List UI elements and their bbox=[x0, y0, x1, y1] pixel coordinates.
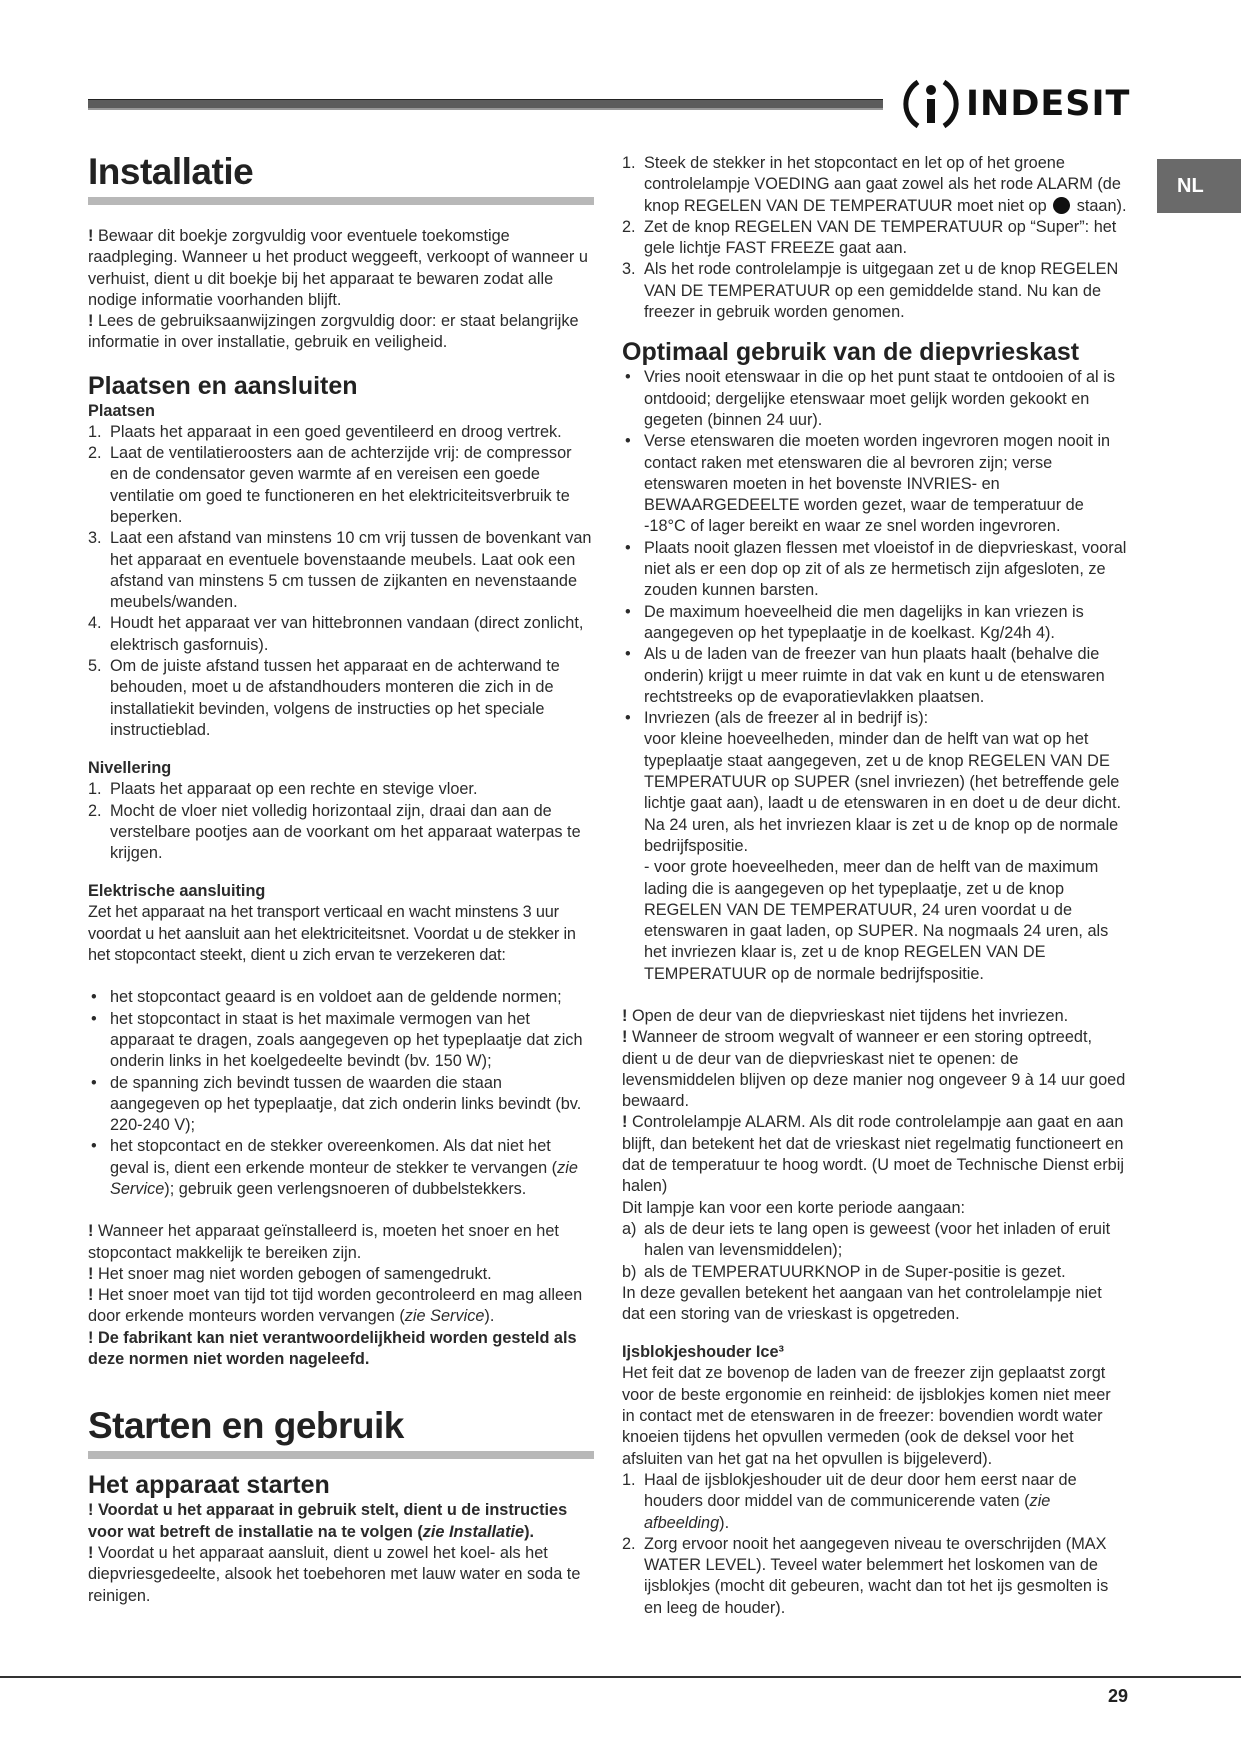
indesit-logo-icon bbox=[900, 76, 962, 132]
list-item: • Invriezen (als de freezer al in bedrijf is): voor kleine hoeveelheden, minder dan de helft van wat op het typeplaatje staat aangegeven, zet u de knop REGELEN VAN DE TEMPERATUUR op SUPER (snel invriezen) (het betreffende gele lichtje gaat aan), laadt u de etenswaren in en doet u de deur dicht. Na 24 uren, als het invriezen klaar is zet u de knop op de normale bedrijfspositie. - voor grote hoeveelheden, meer dan de helft van de maximum lading die is aangegeven op het typeplaatje, zet u de knop REGELEN VAN DE TEMPERATUUR, 24 uren voordat u de etenswaren in gaat laden, op SUPER. Na nogmaals 24 uren, als het invriezen klaar is, zet u de knop REGELEN VAN DE TEMPERATUUR op de normale bedrijfspositie. bbox=[622, 708, 1127, 985]
intro-paragraph-1: ! Bewaar dit boekje zorgvuldig voor eventuele toekomstige raadpleging. Wanneer u het product weggeeft, verkoopt of wanneer u verhuist, dient u dit boekje bij het apparaat te bewaren zodat alle nodige informatie voorhanden blijft. bbox=[88, 227, 588, 309]
list-item: 3. Laat een afstand van minstens 10 cm vrij tussen de bovenkant van het apparaat en eventuele bovenstaande meubels. Laat ook een afstand van minstens 5 cm tussen de zijkanten en nevenstaande meubels/wanden. bbox=[88, 529, 592, 612]
list-item: • het stopcontact geaard is en voldoet aan de geldende normen; bbox=[88, 987, 594, 1008]
elektrisch-bullets bbox=[88, 987, 594, 1200]
list-item: 1. Haal de ijsblokjeshouder uit de deur door hem eerst naar de houders door middel van de communicerende vaten (zie afbeelding). bbox=[622, 1470, 1077, 1532]
warning-reinigen: ! Voordat u het apparaat aansluit, dient u zowel het koel- als het diepvriesgedeelte, alsook het toebehoren met lauw water en soda te reinigen. bbox=[88, 1543, 581, 1605]
title-rule bbox=[88, 1451, 594, 1459]
right-column bbox=[622, 153, 1127, 1619]
left-column bbox=[88, 150, 594, 1607]
subheading-ijsblokjeshouder: Ijsblokjeshouder Ice³ bbox=[622, 1343, 784, 1362]
warning-snoer-controle: ! Het snoer moet van tijd tot tijd worden gecontroleerd en mag alleen door erkende monteurs worden vervangen (zie Service). bbox=[88, 1286, 583, 1326]
ice-intro: Het feit dat ze bovenop de laden van de freezer zijn geplaatst zorgt voor de beste ergonomie en reinheid: de ijsblokjes komen niet meer in contact met de etenswaren in de freezer: bovendien wordt water knoeien tijdens het opvullen vermeden (ook de deksel voor het afsluiten van het gat na het opvullen is bijgeleverd). bbox=[622, 1364, 1111, 1468]
page-number: 29 bbox=[1107, 1686, 1128, 1706]
list-item: 2. Mocht de vloer niet volledig horizontaal zijn, draai dan aan de verstelbare pootjes aan de voorkant om het apparaat waterpas te krijgen. bbox=[88, 801, 581, 863]
nivellering-list bbox=[88, 779, 594, 864]
lampje-conclusion: In deze gevallen betekent het aangaan van het controlelampje niet dat een storing van de vrieskast is opgetreden. bbox=[622, 1283, 1102, 1324]
list-item: 4. Houdt het apparaat ver van hittebronnen vandaan (direct zonlicht, elektrisch gasfornuis). bbox=[88, 614, 584, 654]
plaatsen-list bbox=[88, 422, 594, 741]
list-item: 1. Plaats het apparaat in een goed geventileerd en droog vertrek. bbox=[88, 422, 562, 441]
heading-optimaal-gebruik: Optimaal gebruik van de diepvrieskast bbox=[622, 338, 1080, 367]
intro-paragraph-2: ! Lees de gebruiksaanwijzingen zorgvuldig door: er staat belangrijke informatie in over installatie, gebruik en veiligheid. bbox=[88, 312, 579, 352]
ice-list bbox=[622, 1470, 1127, 1619]
indesit-logo bbox=[900, 74, 1130, 134]
subheading-elektrische-aansluiting: Elektrische aansluiting bbox=[88, 882, 266, 901]
warning-snoer-gebogen: ! Het snoer mag niet worden gebogen of samengedrukt. bbox=[88, 1264, 492, 1283]
list-item: • het stopcontact en de stekker overeenkomen. Als dat niet het geval is, dient een erkende monteur de stekker te vervangen (zie Service); gebruik geen verlengsnoeren of dubbelstekkers. bbox=[88, 1136, 594, 1200]
section-title-installatie: Installatie bbox=[88, 151, 254, 192]
list-item: 3. Als het rode controlelampje is uitgegaan zet u de knop REGELEN VAN DE TEMPERATUUR op een gemiddelde stand. Nu kan de freezer in gebruik worden genomen. bbox=[622, 260, 1119, 322]
list-item: • Als u de laden van de freezer van hun plaats haalt (behalve die onderin) krijgt u meer ruimte in dat vak en kunt u de etenswaren rechtstreeks op de evaporatievlakken plaatsen. bbox=[622, 644, 1127, 708]
language-tab: NL bbox=[1157, 159, 1241, 213]
list-item: • De maximum hoeveelheid die men dagelijks in kan vriezen is aangegeven op het typeplaatje in de koelkast. Kg/24h 4). bbox=[622, 602, 1127, 645]
heading-plaatsen-aansluiten: Plaatsen en aansluiten bbox=[88, 371, 358, 400]
list-item: 2. Laat de ventilatieroosters aan de achterzijde vrij: de compressor en de condensator geven warmte af en vereisen een goede ventilatie om goed te functioneren en het elektriciteitsverbruik te beperken. bbox=[88, 444, 572, 526]
warning-alarm-lampje: ! Controlelampje ALARM. Als dit rode controlelampje aan gaat en aan blijft, dan betekent het dat de vrieskast niet regelmatig functioneert en dat de temperatuur te hoog wordt. (U moet de Technische Dienst erbij halen) bbox=[622, 1113, 1124, 1196]
optimaal-bullets bbox=[622, 367, 1127, 985]
filled-dot-icon bbox=[1053, 197, 1070, 214]
list-item: • het stopcontact in staat is het maximale vermogen van het apparaat te dragen, zoals aangegeven op het typeplaatje dat zich onderin links in het koelgedeelte bevindt (bv. 150 W); bbox=[88, 1009, 594, 1073]
list-item: 1. Steek de stekker in het stopcontact en let op of het groene controlelampje VOEDING aan gaat zowel als het rode ALARM (de knop REGELEN VAN DE TEMPERATUUR moet niet op staan). bbox=[622, 154, 1127, 215]
lampje-text: Dit lampje kan voor een korte periode aangaan: bbox=[622, 1198, 966, 1217]
list-item: • Vries nooit etenswaar in die op het punt staat te ontdooien of al is ontdooid; dergelijke etenswaar moet gelijk worden gekookt en gegeten (binnen 24 uur). bbox=[622, 367, 1127, 431]
start-steps bbox=[622, 153, 1127, 323]
elektrisch-intro: Zet het apparaat na het transport verticaal en wacht minstens 3 uur voordat u het aansluit aan het elektriciteitsnet. Voordat u de stekker in het stopcontact steekt, dient u zich ervan te verzekeren dat: bbox=[88, 903, 576, 965]
list-item: 2. Zorg ervoor nooit het aangegeven niveau te overschrijden (MAX WATER LEVEL). Teveel water belemmert het loskomen van de ijsblokjes (mocht dit gebeuren, wacht dan tot het ijs gesmolten is en leeg de houder). bbox=[622, 1534, 1109, 1617]
title-rule bbox=[88, 197, 594, 205]
subheading-plaatsen: Plaatsen bbox=[88, 401, 155, 420]
lampje-list bbox=[622, 1219, 1127, 1283]
warning-deur-invriezen: ! Open de deur van de diepvrieskast niet tijdens het invriezen. bbox=[622, 1006, 1069, 1025]
heading-apparaat-starten: Het apparaat starten bbox=[88, 1471, 330, 1500]
warning-snoer-bereikbaar: ! Wanneer het apparaat geïnstalleerd is, moeten het snoer en het stopcontact makkelijk te bereiken zijn. bbox=[88, 1222, 559, 1262]
list-item: • de spanning zich bevindt tussen de waarden die staan aangegeven op het typeplaatje, dat zich onderin links bevindt (bv. 220-240 V); bbox=[88, 1073, 594, 1137]
warning-installatie: ! Voordat u het apparaat in gebruik stelt, dient u de instructies voor wat betreft de installatie na te volgen (zie Installatie). bbox=[88, 1501, 568, 1541]
warning-fabrikant: ! De fabrikant kan niet verantwoordelijkheid worden gesteld als deze normen niet worden nageleefd. bbox=[88, 1328, 577, 1369]
footer-rule bbox=[0, 1676, 1241, 1678]
list-item: • Verse etenswaren die moeten worden ingevroren mogen nooit in contact raken met etenswaren die al bevroren zijn; verse etenswaren moeten in het bovenste INVRIES- en BEWAARGEDEELTE worden gezet, waar de temperatuur de -18°C of lager bereikt en waar ze snel worden ingevroren. bbox=[622, 431, 1127, 537]
list-item: b) als de TEMPERATUURKNOP in de Super-positie is gezet. bbox=[622, 1262, 1066, 1281]
brand-name: INDESIT bbox=[966, 84, 1131, 124]
list-item: 2. Zet de knop REGELEN VAN DE TEMPERATUUR op “Super”: het gele lichtje FAST FREEZE gaat aan. bbox=[622, 217, 1117, 258]
list-item: • Plaats nooit glazen flessen met vloeistof in de diepvrieskast, vooral niet als er een dop op zit of als ze hermetisch zijn afgesloten, ze zouden kunnen barsten. bbox=[622, 538, 1127, 602]
list-item: 5. Om de juiste afstand tussen het apparaat en de achterwand te behouden, moet u de afstandhouders monteren die zich in de installatiekit bevinden, volgens de instructies op het speciale instructieblad. bbox=[88, 657, 560, 739]
subheading-nivellering: Nivellering bbox=[88, 759, 172, 778]
section-title-starten: Starten en gebruik bbox=[88, 1405, 404, 1447]
list-item: 1. Plaats het apparaat op een rechte en stevige vloer. bbox=[88, 780, 478, 799]
list-item: a) als de deur iets te lang open is geweest (voor het inladen of eruit halen van levensmiddelen); bbox=[622, 1219, 1111, 1260]
warning-stroomuitval: ! Wanneer de stroom wegvalt of wanneer er een storing optreedt, dient u de deur van de diepvrieskast niet te openen: de levensmiddelen blijven op deze manier nog ongeveer 9 à 14 uur goed bewaard. bbox=[622, 1028, 1126, 1111]
header-bar bbox=[88, 99, 883, 110]
